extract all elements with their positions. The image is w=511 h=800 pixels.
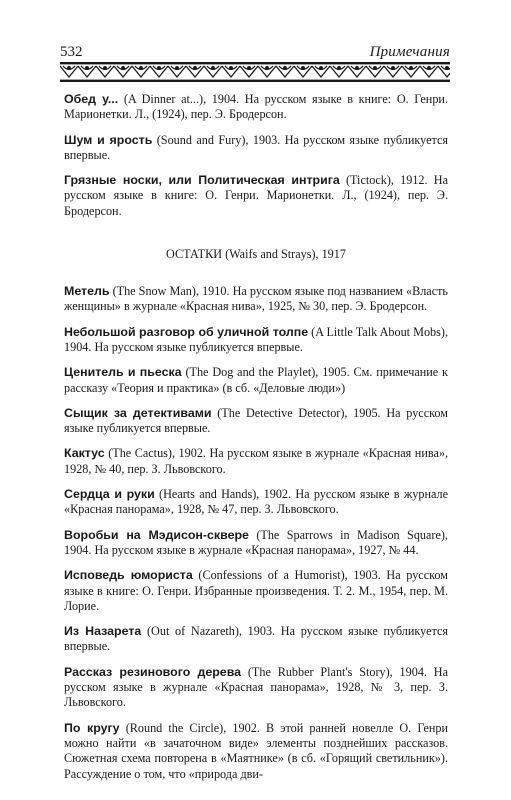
page-header: [60, 44, 450, 64]
note-title: Воробьи на Мэдисон-сквере: [64, 527, 249, 542]
note-entry: [64, 365, 448, 396]
note-entry: [64, 624, 448, 655]
note-entry: [64, 446, 448, 477]
note-entry: [64, 284, 448, 315]
note-title: Обед у...: [64, 92, 119, 106]
note-text: (Out of Nazareth), 1903. На русском языке публикуется впервые.: [64, 624, 448, 654]
note-text: (The Sparrows in Madison Square), 1904. На русском языке в журнале «Красная панорама», 1927, № 44.: [64, 527, 448, 557]
ornament-dot: [194, 67, 197, 70]
ornament-dot: [446, 67, 449, 70]
note-title: Ценитель и пьеска: [64, 365, 182, 380]
ornament-dot: [320, 67, 323, 70]
entries-top: [64, 92, 448, 219]
notes-content: [64, 92, 448, 792]
ornament-dot: [158, 67, 161, 70]
ornament-dot: [104, 67, 107, 70]
note-text: (The Rubber Plant's Story), 1904. На русском языке в журнале «Красная панорама», 1928, № 3, пер. З. Львовского.: [64, 664, 448, 710]
note-text: (The Cactus), 1902. На русском языке в журнале «Красная нива», 1928, № 40, пер. З. Львовского.: [64, 446, 448, 476]
entries-bottom: [64, 284, 448, 782]
note-title: Исповедь юмориста: [64, 568, 193, 583]
note-entry: [64, 665, 448, 711]
ornament-dot: [284, 67, 287, 70]
note-title: По кругу: [64, 720, 120, 735]
ornament-dot: [68, 67, 71, 70]
note-entry: [64, 721, 448, 782]
note-text: (A Dinner at...), 1904. На русском языке в книге: О. Генри. Марионетки. Л., (1924), пер. Э. Бродерсон.: [64, 92, 448, 122]
note-entry: [64, 92, 448, 123]
note-title: Сердца и руки: [64, 487, 155, 502]
ornament-dot: [140, 67, 143, 70]
ornament-dot: [86, 67, 89, 70]
note-text: (Round the Circle), 1902. В этой ранней новелле О. Генри можно найти «в зачаточном виде» элементы позднейших рассказов. Сюжетная схема повторена в «Маятнике» (в сб. «Горящий светильник»). Рассуждение о том, что «природа дви-: [64, 720, 449, 781]
note-text: (Sound and Fury), 1903. На русском языке публикуется впервые.: [64, 132, 448, 162]
note-entry: [64, 528, 448, 559]
ornament-dot: [176, 67, 179, 70]
section-title: ОСТАТКИ (Waifs and Strays), 1917: [166, 247, 346, 262]
ornament-dot: [212, 67, 215, 70]
ornament-dot: [338, 67, 341, 70]
note-text: (A Little Talk About Mobs), 1904. На русском языке публикуется впервые.: [64, 324, 448, 354]
note-title: Шум и ярость: [64, 132, 153, 147]
ornament-dot: [374, 67, 377, 70]
note-title: Из Назарета: [64, 624, 142, 639]
note-text: (The Dog and the Playlet), 1905. См. примечание к рассказу «Теория и практика» (в сб. «Деловые люди»): [64, 365, 448, 395]
running-title: Примечания: [369, 44, 450, 60]
note-text: (The Snow Man), 1910. На русском языке под названием «Власть женщины» в журнале «Красная нива», 1925, № 30, пер. Э. Бродерсон.: [64, 284, 448, 314]
note-entry: [64, 173, 448, 219]
note-text: (Tictock), 1912. На русском языке в книге: О. Генри. Марионетки. Л., (1924), пер. Э. Бродерсон.: [64, 173, 448, 218]
note-text: (Hearts and Hands), 1902. На русском языке в журнале «Красная панорама», 1928, № 47, пер. З. Львовского.: [64, 487, 449, 517]
ornament-dot: [392, 67, 395, 70]
note-title: Кактус: [64, 446, 105, 461]
ornament-dot: [428, 67, 431, 70]
decorative-ornament-band: [60, 62, 450, 82]
note-entry: [64, 568, 448, 614]
note-title: Сыщик за детективами: [64, 405, 212, 420]
note-title: Небольшой разговор об уличной толпе: [64, 324, 309, 339]
ornament-dot: [266, 67, 269, 70]
note-title: Грязные носки, или Политическая интрига: [64, 173, 340, 188]
page-number: 532: [60, 44, 83, 60]
ornament-dot: [302, 67, 305, 70]
ornament-dot: [356, 67, 359, 70]
ornament-dot: [410, 67, 413, 70]
note-entry: [64, 406, 448, 437]
note-text: (The Detective Detector), 1905. На русском языке публикуется впервые.: [64, 405, 448, 436]
note-entry: [64, 487, 448, 518]
note-entry: [64, 133, 448, 164]
ornament-dot: [122, 67, 125, 70]
ornament-dot: [230, 67, 233, 70]
ornament-dot: [248, 67, 251, 70]
note-title: Метель: [64, 284, 110, 299]
note-entry: [64, 325, 448, 356]
note-text: (Confessions of a Humorist), 1903. На русском языке в книге: О. Генри. Избранные произведения. Т. 2. М., 1954, пер. М. Лорие.: [64, 568, 448, 613]
note-title: Рассказ резинового дерева: [64, 664, 242, 679]
